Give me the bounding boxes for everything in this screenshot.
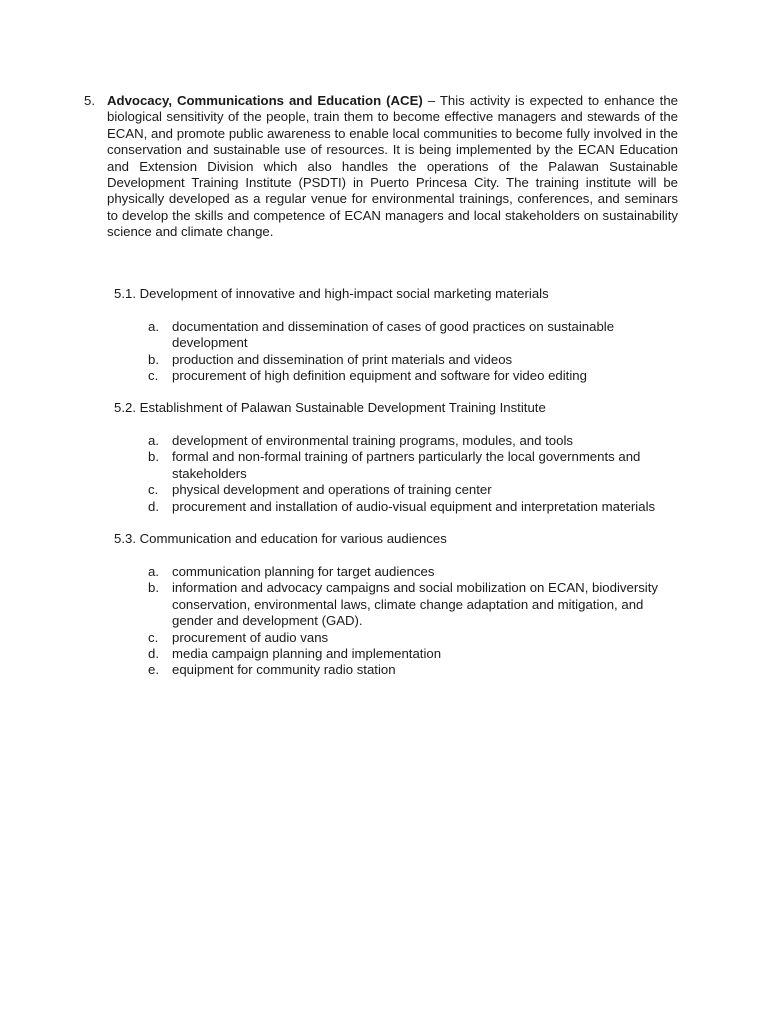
list-text: procurement of high definition equipment and software for video editing bbox=[172, 368, 587, 384]
list-letter: a. bbox=[148, 433, 159, 448]
list-letter: c. bbox=[148, 368, 159, 384]
list-letter: c. bbox=[148, 482, 159, 498]
list-item bbox=[148, 662, 688, 678]
list-item bbox=[148, 319, 688, 352]
sub-list bbox=[148, 319, 688, 385]
list-letter: e. bbox=[148, 662, 159, 678]
list-letter: b. bbox=[148, 580, 159, 596]
list-item bbox=[148, 352, 688, 368]
list-text: development of environmental training programs, modules, and tools bbox=[172, 433, 573, 448]
section-5-2 bbox=[114, 400, 694, 514]
list-text: documentation and dissemination of cases of good practices on sustainable development bbox=[172, 319, 615, 351]
list-text: communication planning for target audiences bbox=[172, 564, 435, 579]
list-text: procurement and installation of audio-visual equipment and interpretation materials bbox=[172, 498, 656, 514]
list-item bbox=[148, 433, 688, 449]
list-item bbox=[148, 368, 688, 384]
sub-list bbox=[148, 433, 688, 515]
list-text: information and advocacy campaigns and social mobilization on ECAN, biodiversity conservation, environmental laws, climate change adaptation and mitigation, and gender and development (GAD). bbox=[172, 580, 658, 629]
list-text: equipment for community radio station bbox=[172, 662, 396, 678]
list-item bbox=[148, 646, 688, 662]
section-5-3 bbox=[114, 531, 694, 678]
list-item bbox=[148, 482, 688, 498]
list-item bbox=[148, 564, 688, 580]
item-body-text: – This activity is expected to enhance the biological sensitivity of the people, train them to become effective managers and stewards of the ECAN, and promote public awareness to enable local communities to become fully involved in the conservation and sustainable use of resources. It is being implemented by the ECAN Education and Extension Division which also handles the operations of the Palawan Sustainable Development Training Institute (PSDTI) in Puerto Princesa City. The training institute will be physically developed as a regular venue for environmental trainings, conferences, and seminars to develop the skills and competence of ECAN managers and local stakeholders on sustainability science and climate change. bbox=[107, 93, 679, 240]
list-text: production and dissemination of print materials and videos bbox=[172, 351, 513, 367]
list-text: media campaign planning and implementation bbox=[172, 646, 442, 662]
list-item bbox=[148, 630, 688, 646]
list-text: formal and non-formal training of partners particularly the local governments and stakeholders bbox=[172, 449, 641, 481]
section-5-1 bbox=[114, 286, 694, 384]
list-letter: c. bbox=[148, 629, 159, 645]
list-letter: b. bbox=[148, 449, 159, 465]
item-paragraph bbox=[107, 93, 678, 241]
list-item bbox=[148, 580, 688, 629]
list-item bbox=[148, 499, 688, 515]
list-text: procurement of audio vans bbox=[172, 629, 329, 645]
section-title: 5.2. Establishment of Palawan Sustainable Development Training Institute bbox=[114, 400, 546, 415]
item-number: 5. bbox=[84, 93, 95, 108]
item-lead-heading: Advocacy, Communications and Education (ACE) bbox=[107, 93, 423, 108]
section-title: 5.3. Communication and education for various audiences bbox=[114, 531, 447, 546]
list-item bbox=[148, 449, 688, 482]
list-letter: d. bbox=[148, 498, 159, 514]
list-letter: a. bbox=[148, 564, 159, 579]
list-text: physical development and operations of training center bbox=[172, 482, 492, 498]
list-letter: a. bbox=[148, 319, 159, 334]
list-letter: b. bbox=[148, 351, 159, 367]
list-letter: d. bbox=[148, 646, 159, 662]
sub-list bbox=[148, 564, 688, 679]
section-title: 5.1. Development of innovative and high-impact social marketing materials bbox=[114, 286, 549, 301]
numbered-item-5 bbox=[84, 93, 678, 241]
